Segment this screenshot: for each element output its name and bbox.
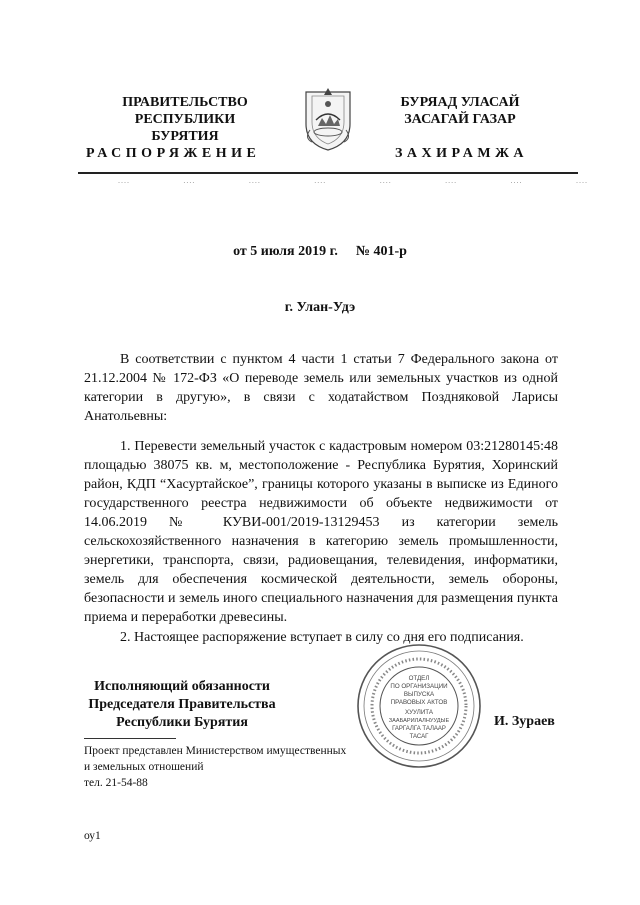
header-right-line1: БУРЯАД УЛАСАЙ [400, 95, 520, 110]
signatory-title-line3: Республики Бурятия [116, 715, 248, 730]
government-header-bua [380, 94, 540, 128]
footnote [84, 743, 346, 791]
footnote-line2: и земельных отношений [84, 761, 204, 773]
header-left-line1: ПРАВИТЕЛЬСТВО [122, 95, 248, 110]
document-number: № 401-р [355, 244, 407, 259]
stamp-line8: ТАСАГ [409, 734, 429, 740]
city-line: г. Улан-Удэ [284, 300, 356, 315]
paragraph-preamble: В соответствии с пунктом 4 части 1 статьи 7 Федерального закона от 21.12.2004 № 172-ФЗ «О переводе земель или земельных участков из одной категории в другую», в связи с ходатайством Поздняковой Ларисы Анатольевны: [84, 352, 558, 424]
header-dots: .... .... .... .... .... .... .... .... [118, 176, 588, 185]
signatory-name: И. Зураев [494, 714, 555, 729]
buryatia-coat-of-arms-icon [298, 82, 358, 152]
paragraph-item-1: 1. Перевести земельный участок с кадастровым номером 03:21280145:48 площадью 38075 кв. м, местоположение - Республика Бурятия, Хоринский район, КДП “Хасуртайское”, границы которого указаны в выписке из Единого государственного реестра недвижимости об объекте недвижимости от 14.06.2019 № КУВИ-001/2019-13129453 из категории земель сельскохозяйственного назначения в категорию земель промышленности, энергетики, транспорта, связи, радиовещания, телевидения, информатики, земель для обеспечения космической деятельности, земель обороны, безопасности и земель иного специального назначения для размещения пункта приема и переработки древесины. [84, 439, 558, 625]
document-code: оу1 [84, 830, 101, 842]
header-right-line2: ЗАСАГАЙ ГАЗАР [404, 112, 516, 127]
header-rule [78, 172, 578, 174]
signatory-title-line1: Исполняющий обязанности [94, 679, 270, 694]
footnote-line1: Проект представлен Министерством имущественных [84, 745, 347, 757]
signatory-title [72, 678, 292, 732]
government-header-ru [100, 94, 270, 145]
footnote-line3: тел. 21-54-88 [84, 777, 148, 789]
stamp-line7: ГАРГАЛГА ТАЛААР [392, 726, 446, 732]
header-left-line2: РЕСПУБЛИКИ БУРЯТИЯ [134, 112, 236, 144]
stamp-line2: ПО ОРГАНИЗАЦИИ [390, 683, 448, 690]
stamp-line5: ХУУЛИТА [405, 709, 433, 716]
doc-type-ru: РАСПОРЯЖЕНИЕ [86, 146, 261, 161]
paragraph-item-2: 2. Настоящее распоряжение вступает в силу со дня его подписания. [120, 630, 524, 645]
doc-type-bua: ЗАХИРАМЖА [395, 146, 529, 161]
signatory-title-line2: Председателя Правительства [88, 697, 276, 712]
official-seal-stamp [355, 642, 483, 770]
stamp-line6: ЗААБАРИЛАЛНУУДЫЕ [388, 718, 450, 724]
date-number-line [0, 244, 640, 260]
stamp-line3: ВЫПУСКА [403, 691, 435, 698]
stamp-line1: ОТДЕЛ [408, 675, 430, 682]
document-date: от 5 июля 2019 г. [233, 244, 338, 259]
stamp-line4: ПРАВОВЫХ АКТОВ [390, 699, 448, 706]
footnote-rule [84, 738, 176, 739]
